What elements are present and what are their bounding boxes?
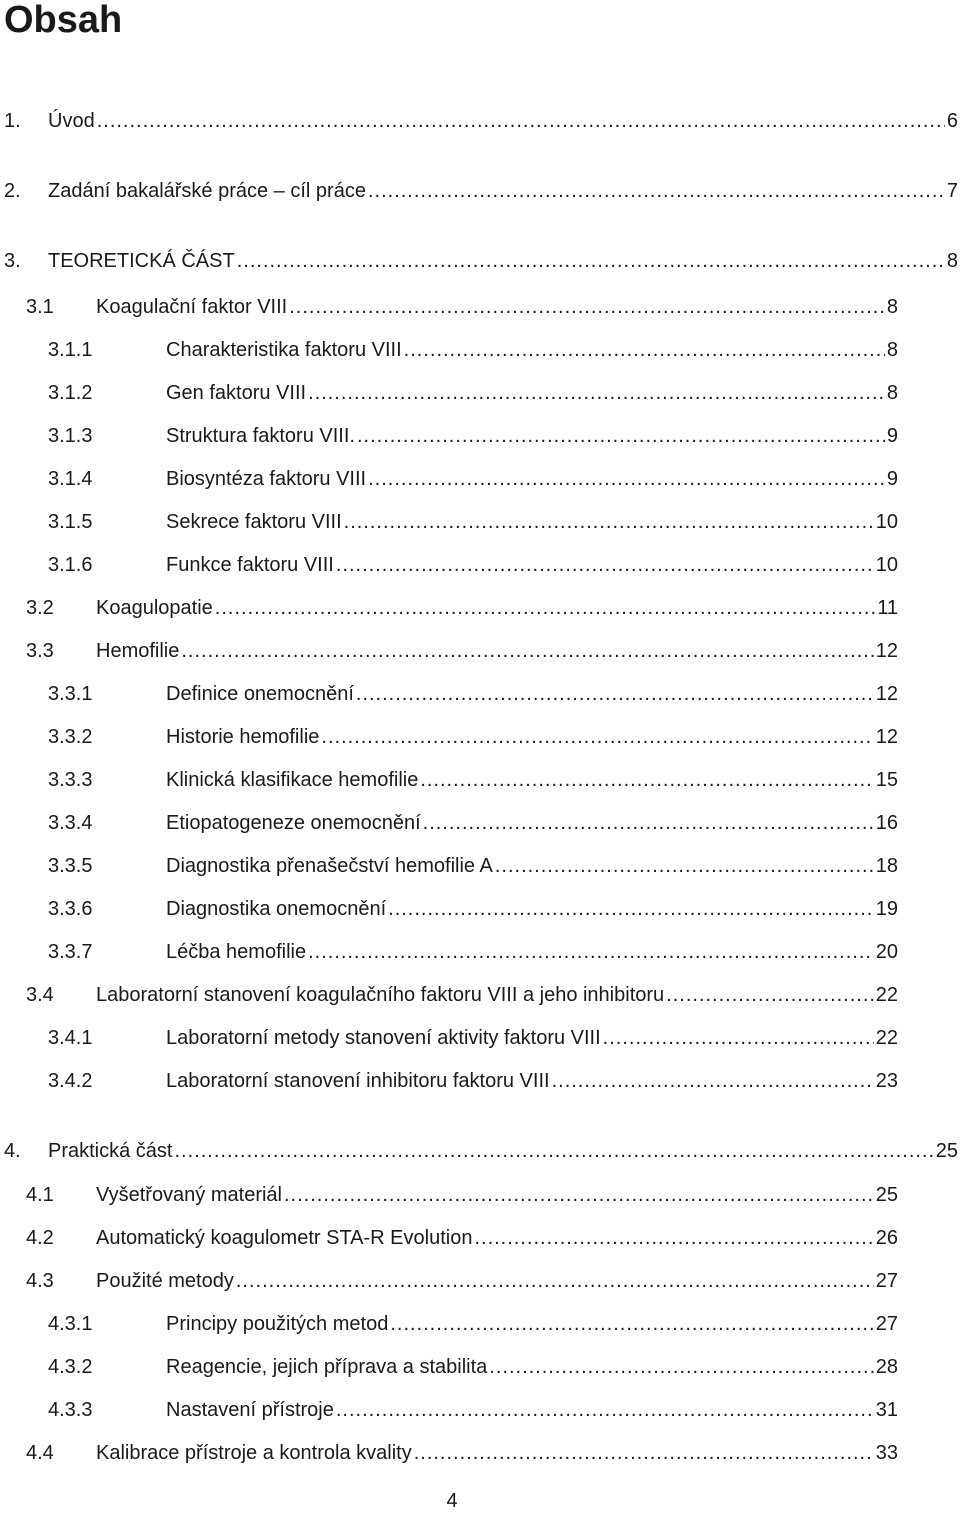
dot-leader (336, 552, 874, 578)
dot-leader (474, 1225, 873, 1251)
toc-entry-number: 3.1 (26, 296, 54, 318)
toc-entry-label: Etiopatogeneze onemocnění (166, 812, 421, 834)
toc-entry-page: 10 (875, 554, 898, 576)
toc-entry-label: Zadání bakalářské práce – cíl práce (48, 180, 366, 202)
toc-entry-label: Diagnostika onemocnění (166, 898, 387, 920)
toc-entry-label: Vyšetřovaný materiál (96, 1184, 282, 1206)
toc-entry-number: 3.4 (26, 984, 54, 1006)
toc-entry-page: 31 (875, 1399, 898, 1421)
toc-entry-label: Laboratorní stanovení koagulačního faktoru VIII a jeho inhibitoru (96, 984, 665, 1006)
dot-leader (368, 466, 885, 492)
toc-entry[interactable] (0, 1225, 898, 1251)
toc-entry[interactable] (0, 294, 898, 320)
toc-entry-number: 3.1.1 (48, 339, 93, 361)
toc-entry-label: Nastavení přístroje (166, 1399, 334, 1421)
toc-entry-label: Historie hemofilie (166, 726, 320, 748)
dot-leader (423, 810, 874, 836)
dot-leader (289, 294, 885, 320)
dot-leader (236, 1268, 874, 1294)
toc-entry-label: Biosyntéza faktoru VIII (166, 468, 367, 490)
toc-entry-number: 3.1.4 (48, 468, 93, 490)
toc-entry[interactable] (0, 595, 898, 621)
toc-entry[interactable] (0, 681, 898, 707)
toc-entry[interactable] (0, 178, 958, 204)
dot-leader (603, 1025, 874, 1051)
toc-entry-number: 3.1.2 (48, 382, 93, 404)
toc-entry-number: 2. (4, 180, 21, 202)
dot-leader (489, 1354, 873, 1380)
dot-leader (308, 380, 885, 406)
toc-entry-page: 25 (875, 1184, 898, 1206)
toc-entry-number: 3.1.3 (48, 425, 93, 447)
toc-entry[interactable] (0, 767, 898, 793)
toc-entry-label: Klinická klasifikace hemofilie (166, 769, 419, 791)
dot-leader (552, 1068, 874, 1094)
toc-entry[interactable] (0, 1138, 958, 1164)
toc-entry[interactable] (0, 1025, 898, 1051)
toc-entry[interactable] (0, 509, 898, 535)
dot-leader (336, 1397, 874, 1423)
toc-entry-number: 4.4 (26, 1442, 54, 1464)
dot-leader (97, 108, 945, 134)
toc-entry-number: 4.3.3 (48, 1399, 93, 1421)
page-number: 4 (446, 1490, 458, 1512)
toc-entry-label: Laboratorní stanovení inhibitoru faktoru VIII (166, 1070, 550, 1092)
toc-entry-label: Principy použitých metod (166, 1313, 389, 1335)
toc-entry-page: 18 (875, 855, 898, 877)
toc-entry-number: 3.3.2 (48, 726, 93, 748)
toc-entry-label: Kalibrace přístroje a kontrola kvality (96, 1442, 412, 1464)
toc-entry-page: 12 (875, 640, 898, 662)
dot-leader (390, 1311, 873, 1337)
dot-leader (344, 509, 874, 535)
toc-entry-page: 12 (875, 683, 898, 705)
toc-entry[interactable] (0, 724, 898, 750)
toc-entry-number: 4. (4, 1140, 21, 1162)
toc-entry-label: Sekrece faktoru VIII (166, 511, 342, 533)
dot-leader (414, 1440, 874, 1466)
toc-entry-number: 3.2 (26, 597, 54, 619)
toc-entry-number: 3.3 (26, 640, 54, 662)
toc-entry-number: 4.3.1 (48, 1313, 93, 1335)
toc-entry-number: 3.3.1 (48, 683, 93, 705)
toc-entry-label: Koagulopatie (96, 597, 213, 619)
toc-entry-number: 1. (4, 110, 21, 132)
toc-entry-page: 22 (875, 1027, 898, 1049)
toc-entry-number: 3.4.2 (48, 1070, 93, 1092)
toc-entry-label: TEORETICKÁ ČÁST (48, 250, 235, 272)
toc-entry-page: 9 (886, 425, 898, 447)
toc-entry[interactable] (0, 939, 898, 965)
toc-entry[interactable] (0, 1268, 898, 1294)
toc-entry[interactable] (0, 380, 898, 406)
toc-entry-label: Hemofilie (96, 640, 180, 662)
toc-entry-page: 10 (875, 511, 898, 533)
toc-entry-page: 33 (875, 1442, 898, 1464)
toc-entry-label: Léčba hemofilie (166, 941, 307, 963)
toc-entry-number: 4.3 (26, 1270, 54, 1292)
dot-leader (404, 337, 885, 363)
toc-entry-page: 11 (877, 597, 898, 619)
toc-entry[interactable] (0, 896, 898, 922)
toc-entry[interactable] (0, 108, 958, 134)
dot-leader (174, 1138, 933, 1164)
toc-entry-label: Gen faktoru VIII (166, 382, 307, 404)
toc-entry-number: 3.3.4 (48, 812, 93, 834)
dot-leader (666, 982, 874, 1008)
toc-entry-page: 15 (875, 769, 898, 791)
toc-entry[interactable] (0, 1068, 898, 1094)
toc-entry-label: Automatický koagulometr STA-R Evolution (96, 1227, 473, 1249)
toc-entry-number: 4.3.2 (48, 1356, 93, 1378)
dot-leader (321, 724, 873, 750)
toc-entry-page: 8 (886, 296, 898, 318)
toc-entry[interactable] (0, 248, 958, 274)
toc-entry-number: 3. (4, 250, 21, 272)
toc-entry-label: Definice onemocnění (166, 683, 354, 705)
toc-entry-label: Diagnostika přenašečství hemofilie A (166, 855, 493, 877)
dot-leader (495, 853, 874, 879)
toc-entry-page: 20 (875, 941, 898, 963)
toc-entry-number: 3.1.6 (48, 554, 93, 576)
toc-entry-page: 16 (875, 812, 898, 834)
toc-entry-label: Funkce faktoru VIII (166, 554, 334, 576)
toc-entry[interactable] (0, 337, 898, 363)
page-title: Obsah (4, 0, 123, 41)
toc-entry-page: 23 (875, 1070, 898, 1092)
toc-entry-label: Koagulační faktor VIII (96, 296, 288, 318)
toc-entry-number: 3.3.6 (48, 898, 93, 920)
toc-entry-label: Laboratorní metody stanovení aktivity faktoru VIII (166, 1027, 601, 1049)
toc-entry-label: Úvod (48, 110, 95, 132)
toc-entry-page: 12 (875, 726, 898, 748)
toc-entry-page: 8 (886, 382, 898, 404)
toc-entry-page: 27 (875, 1313, 898, 1335)
dot-leader (357, 423, 885, 449)
toc-entry-number: 3.3.5 (48, 855, 93, 877)
toc-entry-number: 3.3.3 (48, 769, 93, 791)
toc-entry[interactable] (0, 810, 898, 836)
toc-entry-number: 3.3.7 (48, 941, 93, 963)
toc-entry-number: 3.4.1 (48, 1027, 93, 1049)
toc-entry-number: 4.1 (26, 1184, 54, 1206)
toc-entry-label: Struktura faktoru VIII. (166, 425, 355, 447)
toc-entry[interactable] (0, 1311, 898, 1337)
dot-leader (237, 248, 945, 274)
toc-entry-page: 28 (875, 1356, 898, 1378)
toc-entry[interactable] (0, 1397, 898, 1423)
toc-entry[interactable] (0, 423, 898, 449)
toc-entry-number: 3.1.5 (48, 511, 93, 533)
toc-entry-label: Praktická část (48, 1140, 173, 1162)
toc-entry[interactable] (0, 552, 898, 578)
dot-leader (181, 638, 873, 664)
toc-entry-page: 19 (875, 898, 898, 920)
toc-entry[interactable] (0, 1354, 898, 1380)
toc-entry[interactable] (0, 1440, 898, 1466)
toc-entry[interactable] (0, 466, 898, 492)
dot-leader (284, 1182, 874, 1208)
toc-entry-number: 4.2 (26, 1227, 54, 1249)
dot-leader (215, 595, 875, 621)
toc-entry-page: 26 (875, 1227, 898, 1249)
toc-entry-page: 6 (946, 110, 958, 132)
dot-leader (356, 681, 874, 707)
toc-entry-label: Použité metody (96, 1270, 234, 1292)
dot-leader (388, 896, 874, 922)
toc-entry[interactable] (0, 853, 898, 879)
dot-leader (420, 767, 873, 793)
toc-entry-page: 8 (946, 250, 958, 272)
toc-entry[interactable] (0, 638, 898, 664)
toc-entry-page: 27 (875, 1270, 898, 1292)
toc-entry-label: Charakteristika faktoru VIII (166, 339, 402, 361)
toc-entry-label: Reagencie, jejich příprava a stabilita (166, 1356, 488, 1378)
toc-entry-page: 9 (886, 468, 898, 490)
toc-entry-page: 22 (875, 984, 898, 1006)
toc-entry[interactable] (0, 982, 898, 1008)
dot-leader (368, 178, 945, 204)
toc-entry-page: 7 (946, 180, 958, 202)
toc-entry[interactable] (0, 1182, 898, 1208)
dot-leader (308, 939, 874, 965)
toc-entry-page: 25 (935, 1140, 958, 1162)
toc-entry-page: 8 (886, 339, 898, 361)
